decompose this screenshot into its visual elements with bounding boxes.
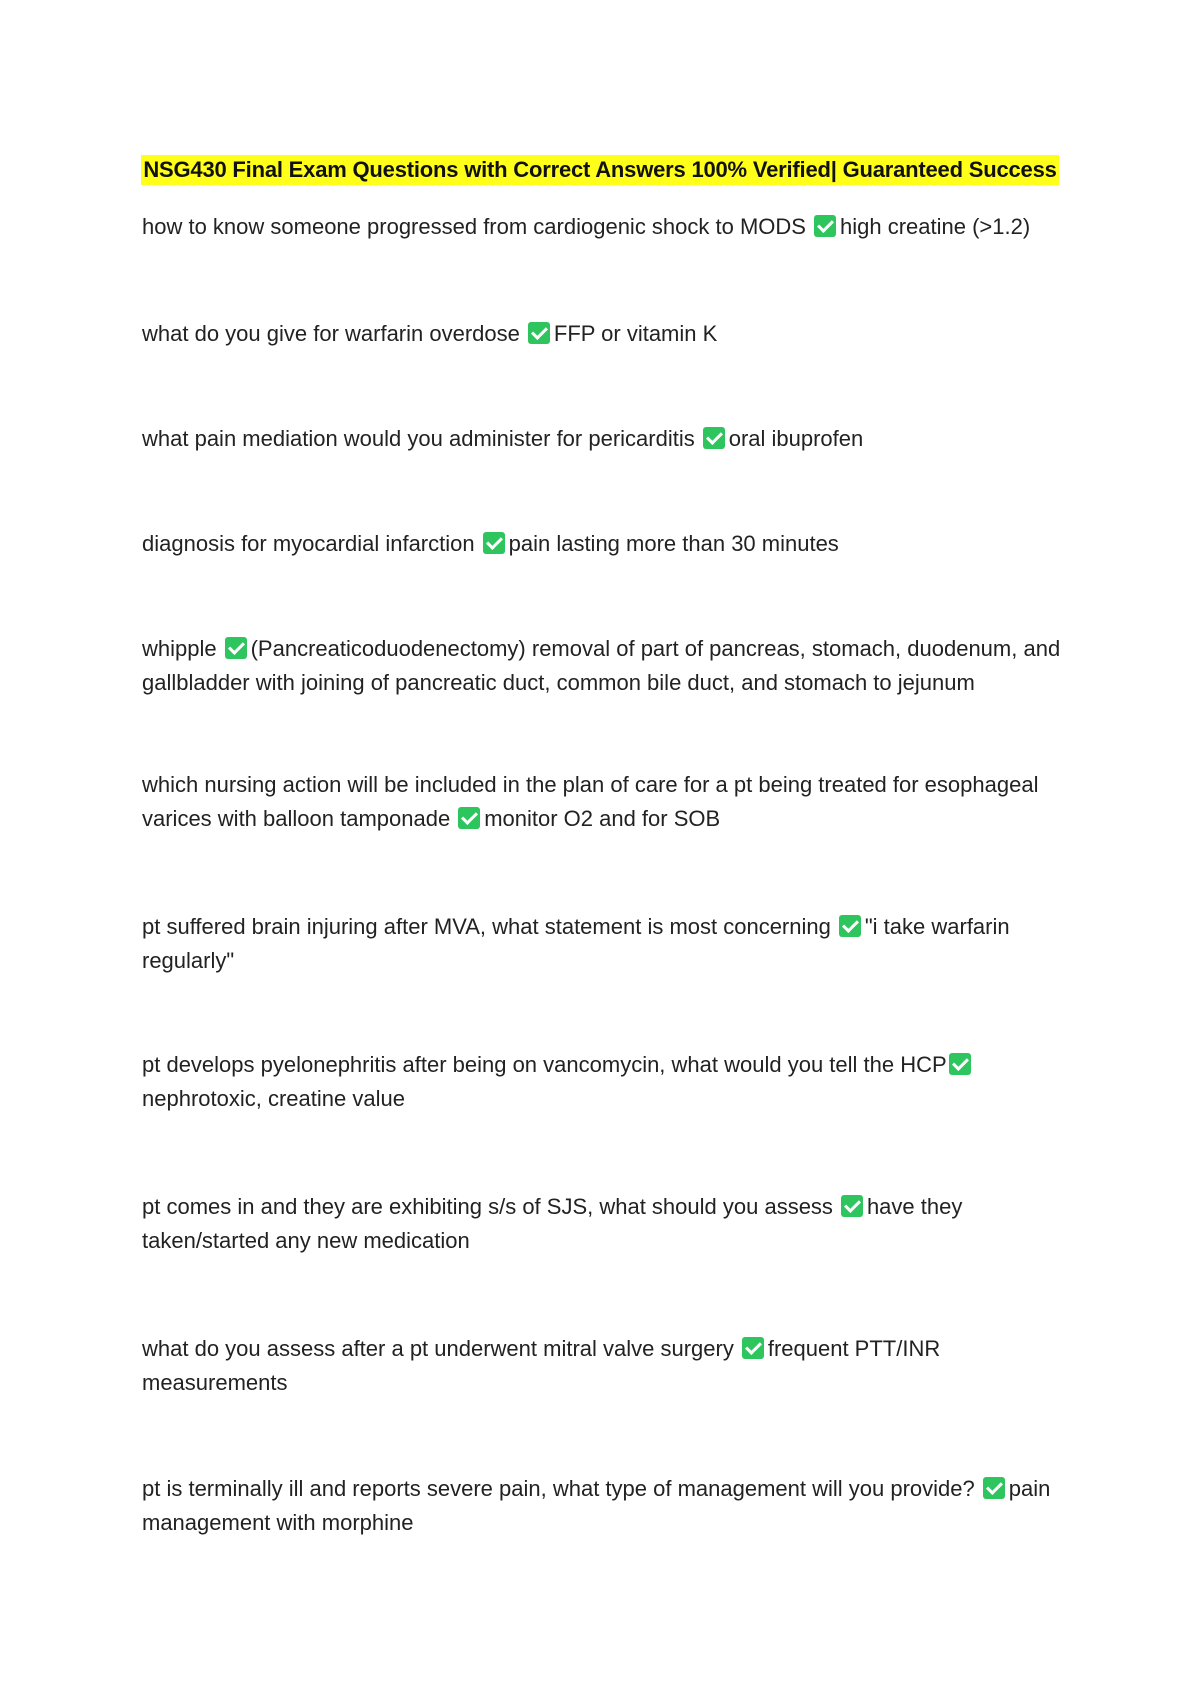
qa-item [142,768,1072,836]
question-text: whipple [142,636,217,661]
checkmark-icon [841,1195,863,1217]
question-text: pt is terminally ill and reports severe pain, what type of management will you provide? [142,1476,975,1501]
question-text: how to know someone progressed from cardiogenic shock to MODS [142,214,806,239]
answer-text: oral ibuprofen [728,426,864,451]
answer-text: frequent PTT/INR measurements [142,1336,941,1395]
question-text: what do you assess after a pt underwent mitral valve surgery [142,1336,734,1361]
checkmark-icon [949,1053,971,1075]
checkmark-icon [742,1337,764,1359]
answer-text: pain lasting more than 30 minutes [508,531,839,556]
qa-item [142,1332,1072,1400]
checkmark-icon [483,532,505,554]
qa-item [142,422,1072,456]
checkmark-icon [983,1477,1005,1499]
question-text: pt comes in and they are exhibiting s/s of SJS, what should you assess [142,1194,833,1219]
question-text: pt suffered brain injuring after MVA, what statement is most concerning [142,914,831,939]
qa-item [142,210,1072,244]
question-text: diagnosis for myocardial infarction [142,531,475,556]
question-text: what pain mediation would you administer for pericarditis [142,426,695,451]
qa-item [142,317,1072,351]
qa-item [142,632,1072,700]
question-text: pt develops pyelonephritis after being on vancomycin, what would you tell the HCP [142,1052,947,1077]
answer-text: have they taken/started any new medication [142,1194,963,1253]
checkmark-icon [225,637,247,659]
checkmark-icon [528,322,550,344]
checkmark-icon [839,915,861,937]
question-text: which nursing action will be included in the plan of care for a pt being treated for esophageal varices with balloon tamponade [142,772,1039,831]
checkmark-icon [703,427,725,449]
qa-item [142,910,1072,978]
answer-text: monitor O2 and for SOB [484,806,721,831]
qa-item [142,1472,1072,1540]
answer-text: high creatine (>1.2) [839,214,1031,239]
answer-text: pain management with morphine [142,1476,1051,1535]
title-container [0,155,1200,185]
checkmark-icon [814,215,836,237]
answer-text: FFP or vitamin K [553,321,718,346]
qa-item [142,1190,1072,1258]
answer-text: nephrotoxic, creatine value [142,1086,405,1111]
question-text: what do you give for warfarin overdose [142,321,520,346]
answer-text: (Pancreaticoduodenectomy) removal of part of pancreas, stomach, duodenum, and gallbladder with joining of pancreatic duct, common bile duct, and stomach to jejunum [142,636,1061,695]
checkmark-icon [458,807,480,829]
qa-item [142,527,1072,561]
answer-text: "i take warfarin regularly" [142,914,1010,973]
qa-item [142,1048,1072,1116]
document-title: NSG430 Final Exam Questions with Correct Answers 100% Verified| Guaranteed Success [141,155,1058,185]
